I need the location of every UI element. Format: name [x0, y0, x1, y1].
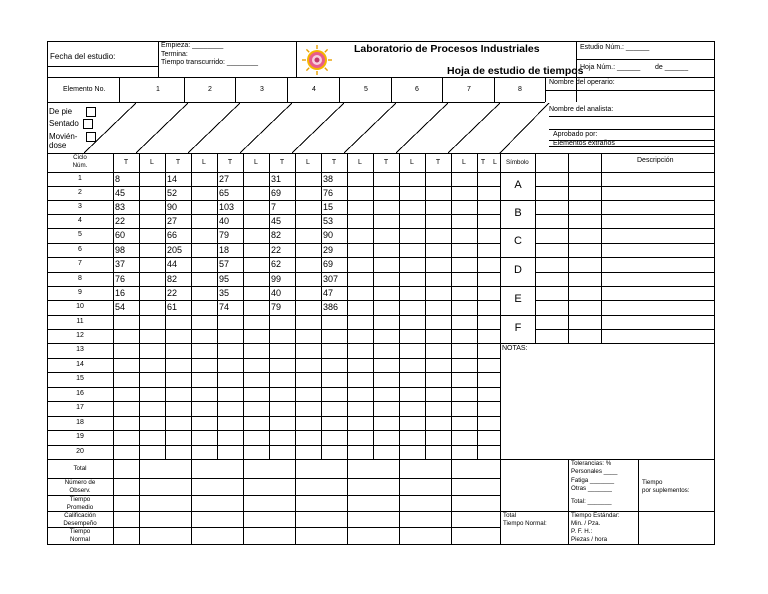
empieza-label: Empieza: ________ — [161, 42, 224, 49]
element-number-3: 3 — [260, 86, 264, 93]
numero-observ-label: Número de — [64, 479, 96, 486]
total-row-label: Total — [73, 465, 87, 472]
header-t-elem-3: T — [227, 159, 233, 166]
reading-l-cell[interactable]: 90 — [167, 202, 178, 212]
reading-l-cell[interactable]: 7 — [271, 202, 277, 212]
reading-l-cell[interactable]: 76 — [115, 274, 126, 284]
lab-title: Laboratorio de Procesos Industriales — [354, 43, 540, 55]
reading-l-cell[interactable]: 40 — [219, 216, 230, 226]
fatiga-label: Fatiga _______ — [571, 477, 615, 484]
symbol-b: B — [514, 207, 522, 219]
symbol-c: C — [514, 235, 522, 247]
cycle-number: 4 — [78, 217, 82, 224]
reading-l-cell[interactable]: 205 — [167, 245, 183, 255]
tiempo-promedio-label: Tiempo — [69, 496, 91, 503]
reading-l-cell[interactable]: 66 — [167, 230, 178, 240]
cycle-number: 2 — [78, 189, 82, 196]
reading-l-cell[interactable]: 52 — [167, 188, 178, 198]
element-number-2: 2 — [208, 86, 212, 93]
header-t-elem-2: T — [175, 159, 181, 166]
reading-l-cell[interactable]: 54 — [115, 302, 126, 312]
header-t-elem-6: T — [383, 159, 389, 166]
reading-l-cell[interactable]: 44 — [167, 259, 178, 269]
simbolo-header: Símbolo — [506, 159, 529, 166]
termina-label: Termina: — [161, 51, 188, 58]
cycle-number: 20 — [76, 448, 84, 455]
reading-l-cell[interactable]: 74 — [219, 302, 230, 312]
reading-l-cell[interactable]: 82 — [167, 274, 178, 284]
tiempo-suplementos-label: Tiempo — [642, 479, 663, 486]
tiempo-normal-label-2: Normal — [70, 536, 90, 543]
reading-l-cell[interactable]: 90 — [323, 230, 334, 240]
cycle-number: 11 — [76, 318, 84, 325]
reading-l-cell[interactable]: 47 — [323, 288, 334, 298]
tiempo-estandar-label: Tiempo Estándar: — [571, 512, 620, 519]
reading-l-cell[interactable]: 386 — [323, 302, 339, 312]
reading-l-cell[interactable]: 27 — [167, 216, 178, 226]
cycle-number: 19 — [76, 433, 84, 440]
reading-l-cell[interactable]: 83 — [115, 202, 126, 212]
sheet-title: Hoja de estudio de tiempos — [447, 65, 584, 77]
cycle-number: 13 — [76, 346, 84, 353]
laboratory-logo — [302, 44, 332, 76]
estudio-num-label: Estudio Núm.: ______ — [580, 44, 650, 51]
reading-l-cell[interactable]: 16 — [115, 288, 126, 298]
tiempo-suplementos-label-2: por suplementos: — [642, 487, 690, 494]
operario-label: Nombre del operario: — [549, 79, 615, 86]
reading-l-cell[interactable]: 79 — [271, 302, 282, 312]
min-pza-label: Min. / Pza. — [571, 520, 601, 527]
posture-de-pie-checkbox[interactable] — [86, 107, 96, 117]
reading-l-cell[interactable]: 18 — [219, 245, 230, 255]
header-t-elem-1: T — [123, 159, 129, 166]
ciclo-label: Ciclo — [73, 154, 87, 161]
reading-l-cell[interactable]: 40 — [271, 288, 282, 298]
reading-l-cell[interactable]: 29 — [323, 245, 334, 255]
tiempo-transcurrido-label: Tiempo transcurrido: ________ — [161, 59, 259, 66]
element-number-7: 7 — [467, 86, 471, 93]
pfh-label: P. F. H.: — [571, 528, 593, 535]
element-number-4: 4 — [312, 86, 316, 93]
header-l-elem-8: L — [493, 159, 497, 166]
header-t-elem-7: T — [435, 159, 441, 166]
cycle-number: 12 — [76, 332, 84, 339]
elementos-extranos-label: Elementos extraños — [553, 140, 615, 147]
posture-sentado-checkbox[interactable] — [83, 119, 93, 129]
header-t-elem-8: T — [480, 159, 486, 166]
header-t-elem-5: T — [331, 159, 337, 166]
piezas-hora-label: Piezas / hora — [571, 536, 608, 543]
header-t-elem-4: T — [279, 159, 285, 166]
numero-observ-label-2: Observ. — [69, 487, 91, 494]
posture-de-pie-label: De pie — [49, 107, 73, 116]
aprobado-label: Aprobado por: — [553, 131, 598, 138]
cycle-number: 15 — [76, 375, 84, 382]
reading-l-cell[interactable]: 76 — [323, 188, 334, 198]
cycle-number: 5 — [78, 231, 82, 238]
posture-moviendose-checkbox[interactable] — [86, 132, 96, 142]
posture-moviendose-label-2: dose — [49, 141, 67, 150]
reading-l-cell[interactable]: 15 — [323, 202, 334, 212]
reading-l-cell[interactable]: 35 — [219, 288, 230, 298]
reading-l-cell[interactable]: 27 — [219, 174, 230, 184]
reading-l-cell[interactable]: 22 — [167, 288, 178, 298]
elemento-no-label: Elemento No. — [63, 86, 106, 93]
personales-label: Personales ____ — [571, 468, 618, 475]
reading-l-cell[interactable]: 69 — [323, 259, 334, 269]
header-l-elem-7: L — [462, 159, 466, 166]
cycle-number: 9 — [78, 289, 82, 296]
reading-l-cell[interactable]: 45 — [115, 188, 126, 198]
header-l-elem-5: L — [358, 159, 362, 166]
header-l-elem-4: L — [306, 159, 310, 166]
reading-l-cell[interactable]: 99 — [271, 274, 282, 284]
reading-l-cell[interactable]: 307 — [323, 274, 339, 284]
notas-label: NOTAS: — [502, 345, 528, 352]
header-l-elem-1: L — [150, 159, 154, 166]
cycle-number: 17 — [76, 404, 84, 411]
reading-l-cell[interactable]: 22 — [115, 216, 126, 226]
de-label: de ______ — [655, 64, 689, 71]
element-number-5: 5 — [364, 86, 368, 93]
reading-l-cell[interactable]: 79 — [219, 230, 230, 240]
reading-l-cell[interactable]: 69 — [271, 188, 282, 198]
num-label: Núm. — [72, 162, 88, 169]
analista-label: Nombre del analista: — [549, 106, 614, 113]
element-number-6: 6 — [415, 86, 419, 93]
calificacion-label-2: Desempeño — [63, 520, 97, 527]
reading-l-cell[interactable]: 8 — [115, 174, 121, 184]
tiempo-promedio-label-2: Promedio — [66, 504, 94, 511]
reading-l-cell[interactable]: 57 — [219, 259, 230, 269]
reading-l-cell[interactable]: 103 — [219, 202, 235, 212]
element-number-1: 1 — [156, 86, 160, 93]
reading-l-cell[interactable]: 38 — [323, 174, 334, 184]
reading-l-cell[interactable]: 61 — [167, 302, 178, 312]
reading-l-cell[interactable]: 31 — [271, 174, 282, 184]
hoja-num-label: Hoja Núm.: ______ — [580, 64, 641, 71]
cycle-number: 6 — [78, 246, 82, 253]
reading-l-cell[interactable]: 53 — [323, 216, 334, 226]
symbol-d: D — [514, 264, 522, 276]
reading-l-cell[interactable]: 95 — [219, 274, 230, 284]
reading-l-cell[interactable]: 65 — [219, 188, 230, 198]
tolerancias-label: Tolerancias: % — [571, 460, 612, 467]
element-number-8: 8 — [518, 86, 522, 93]
reading-l-cell[interactable]: 37 — [115, 259, 126, 269]
total-tiempo-normal-label-2: Tiempo Normal: — [503, 520, 547, 527]
cycle-number: 14 — [76, 361, 84, 368]
symbol-f: F — [514, 322, 522, 334]
cycle-number: 16 — [76, 390, 84, 397]
posture-moviendose-label: Movién- — [49, 132, 78, 141]
fecha-estudio-label: Fecha del estudio: — [50, 52, 116, 61]
cycle-number: 3 — [78, 203, 82, 210]
symbol-a: A — [514, 179, 522, 191]
cycle-number: 18 — [76, 419, 84, 426]
reading-l-cell[interactable]: 60 — [115, 230, 126, 240]
total-tiempo-normal-label: Total — [503, 512, 517, 519]
cycle-number: 7 — [78, 260, 82, 267]
reading-l-cell[interactable]: 45 — [271, 216, 282, 226]
total-tolerancias-label: Total: _______ — [571, 498, 612, 505]
posture-sentado-label: Sentado — [49, 119, 79, 128]
cycle-number: 8 — [78, 275, 82, 282]
header-l-elem-3: L — [254, 159, 258, 166]
reading-l-cell[interactable]: 14 — [167, 174, 178, 184]
descripcion-header: Descripción — [637, 157, 674, 164]
symbol-e: E — [514, 293, 522, 305]
reading-l-cell[interactable]: 22 — [271, 245, 282, 255]
header-l-elem-6: L — [410, 159, 414, 166]
header-l-elem-2: L — [202, 159, 206, 166]
cycle-number: 10 — [76, 303, 84, 310]
reading-l-cell[interactable]: 98 — [115, 245, 126, 255]
otras-label: Otras _______ — [571, 485, 612, 492]
reading-l-cell[interactable]: 82 — [271, 230, 282, 240]
reading-l-cell[interactable]: 62 — [271, 259, 282, 269]
calificacion-label: Calificación — [64, 512, 96, 519]
tiempo-normal-label: Tiempo — [69, 528, 91, 535]
cycle-number: 1 — [78, 175, 82, 182]
